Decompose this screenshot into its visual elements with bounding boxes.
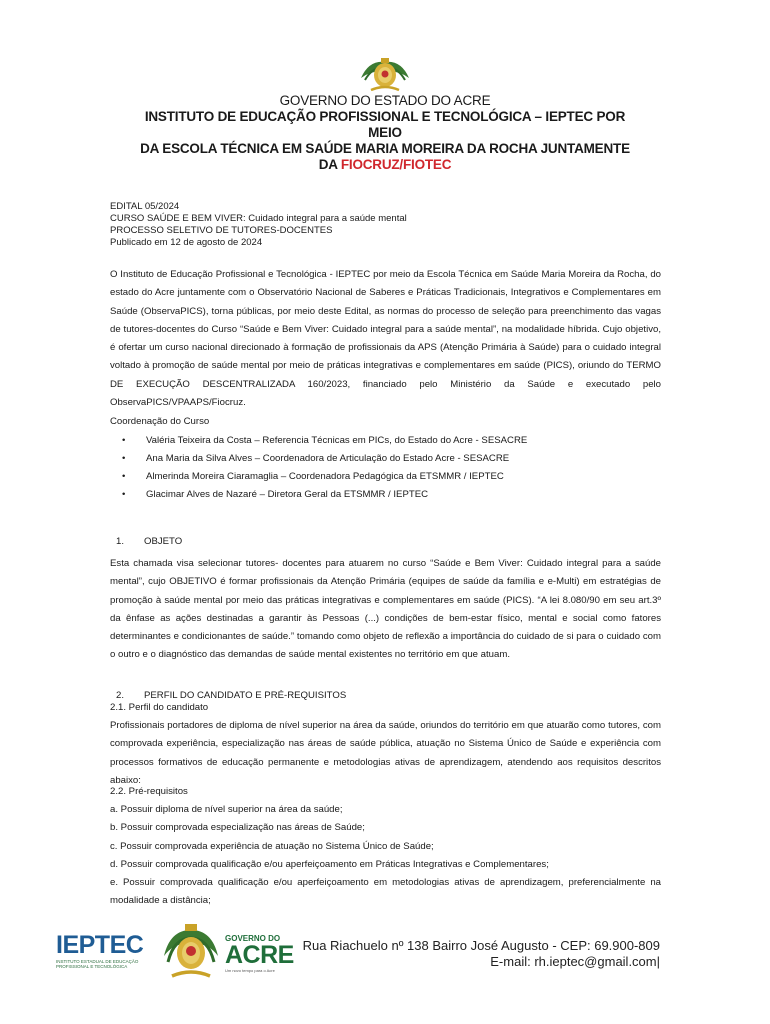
prerequisite-item: a. Possuir diploma de nível superior na área da saúde; [110, 804, 343, 815]
acre-coat-of-arms-icon [355, 56, 415, 94]
prerequisites-list [110, 801, 661, 911]
institute-title-line-4 [100, 157, 670, 173]
section-1-heading [110, 536, 182, 548]
governo-acre-logo [225, 934, 295, 974]
section-2-1-title: 2.1. Perfil do candidato [110, 702, 209, 713]
acre-logo-big-text: ACRE [225, 941, 294, 969]
coordination-member: • Almerinda Moreira Ciaramaglia – Coordenadora Pedagógica da ETSMMR / IEPTEC [110, 471, 527, 489]
acre-logo-tagline: Um novo tempo para o Acre [225, 968, 275, 973]
section-1-title: OBJETO [144, 536, 183, 547]
section-1-body: Esta chamada visa selecionar tutores- docentes para atuarem no curso “Saúde e Bem Viver: Cuidado integral para a saúde mental”, cujo OBJETIVO é formar profissionais da Atenção Primária (equipes de saúde da família e e-Multi) em estratégias de promoção à saúde mental por meio das práticas integrativas e complementares em saúde (PICS). “A lei 8.080/90 em seu art.3º da ênfase as ações destinadas a garantir às Pessoas (...) condições de bem-estar físico, mental e social como fatores determinantes e condicionantes de saúde.” tomando como objeto de reflexão a importância do cuidado de si para o cuidado com o outro e o diagnóstico das demandas de saúde mental existentes no território em que atuam. [110, 558, 661, 661]
institute-title-line-1: INSTITUTO DE EDUCAÇÃO PROFISSIONAL E TECNOLÓGICA – IEPTEC POR [144, 109, 626, 124]
section-1-number: 1. [116, 536, 125, 547]
ieptec-logo [56, 932, 156, 972]
footer-address: Rua Riachuelo nº 138 Bairro José Augusto - CEP: 69.900-809 [302, 938, 660, 953]
edital-metadata [110, 201, 407, 249]
intro-paragraph: O Instituto de Educação Profissional e Tecnológica - IEPTEC por meio da Escola Técnica em Saúde Maria Moreira da Rocha, do estado do Acre juntamente com o Observatório Nacional de Saberes e Práticas Tradicionais, Integrativos e Complementares em Saúde (ObservaPICS), torna públicas, por meio deste Edital, as normas do processo de seleção para preenchimento das vagas de tutores-docentes do Curso “Saúde e Bem Viver: Cuidado integral para a saúde mental”, na modalidade híbrida. Cujo objetivo, é ofertar um curso nacional direcionado à formação de profissionais da APS (Atenção Primária à Saúde) para o cuidado integral voltado à promoção de saúde mental por meio de práticas integrativas e complementares em saúde (PICS), oriundo do TERMO DE EXECUÇÃO DESCENTRALIZADA 160/2023, financiado pelo Ministério da Saúde e executado pelo ObservaPICS/VPAAPS/Fiocruz. [110, 269, 661, 409]
acre-coat-of-arms-footer-icon [160, 922, 222, 982]
coordination-title: Coordenação do Curso [110, 416, 210, 427]
coordination-member: • Valéria Teixeira da Costa – Referencia Técnicas em PICs, do Estado do Acre - SESACRE [110, 435, 527, 453]
section-2-heading [110, 690, 346, 702]
ieptec-logo-text: IEPTEC [56, 931, 144, 959]
coordination-list [110, 435, 527, 507]
prerequisite-item: e. Possuir comprovada qualificação e/ou aperfeiçoamento em metodologias ativas de aprendizagem, preferencialmente na modalidade a distância; [110, 877, 661, 907]
section-2-1-body: Profissionais portadores de diploma de nível superior na área da saúde, oriundos do território em que atuarão como tutores, com comprovada experiência, especialização nas áreas de saúde pública, atuação no Sistema Único de Saúde e experiência com processos formativos de educação permanente e metodologias ativas de aprendizagem, atendendo aos requisitos descritos abaixo: [110, 720, 661, 786]
acre-logo-small-text: GOVERNO DO [225, 934, 281, 943]
footer-email: E-mail: rh.ieptec@gmail.com| [490, 954, 660, 969]
government-title: GOVERNO DO ESTADO DO ACRE [279, 93, 491, 108]
process-name: PROCESSO SELETIVO DE TUTORES-DOCENTES [110, 225, 333, 236]
footer-contact [303, 938, 660, 970]
prerequisite-item: d. Possuir comprovada qualificação e/ou aperfeiçoamento em Práticas Integrativas e Complementares; [110, 858, 549, 870]
institute-title-line-2: MEIO [368, 125, 402, 140]
coordination-member: • Glacimar Alves de Nazaré – Diretora Geral da ETSMMR / IEPTEC [110, 489, 527, 507]
document-header [100, 93, 670, 173]
prerequisite-item: c. Possuir comprovada experiência de atuação no Sistema Único de Saúde; [110, 840, 434, 852]
institute-title-line-3: DA ESCOLA TÉCNICA EM SAÚDE MARIA MOREIRA DA ROCHA JUNTAMENTE [140, 141, 630, 156]
course-name: CURSO SAÚDE E BEM VIVER: Cuidado integral para a saúde mental [110, 213, 407, 224]
coordination-member: • Ana Maria da Silva Alves – Coordenadora de Articulação do Estado Acre - SESACRE [110, 453, 527, 471]
institute-title-prefix: DA [318, 157, 341, 172]
section-2-2-title: 2.2. Pré-requisitos [110, 786, 188, 797]
fiocruz-fiotec-highlight: FIOCRUZ/FIOTEC [340, 157, 452, 172]
edital-number: EDITAL 05/2024 [110, 201, 180, 212]
prerequisite-item: b. Possuir comprovada especialização nas áreas de Saúde; [110, 822, 365, 834]
section-2-number: 2. [116, 690, 125, 701]
section-2-title: PERFIL DO CANDIDATO E PRÉ-REQUISITOS [144, 690, 347, 701]
ieptec-logo-subtitle: INSTITUTO ESTADUAL DE EDUCAÇÃO PROFISSIONAL E TECNOLÓGICA [56, 959, 139, 969]
publication-date: Publicado em 12 de agosto de 2024 [110, 237, 263, 248]
